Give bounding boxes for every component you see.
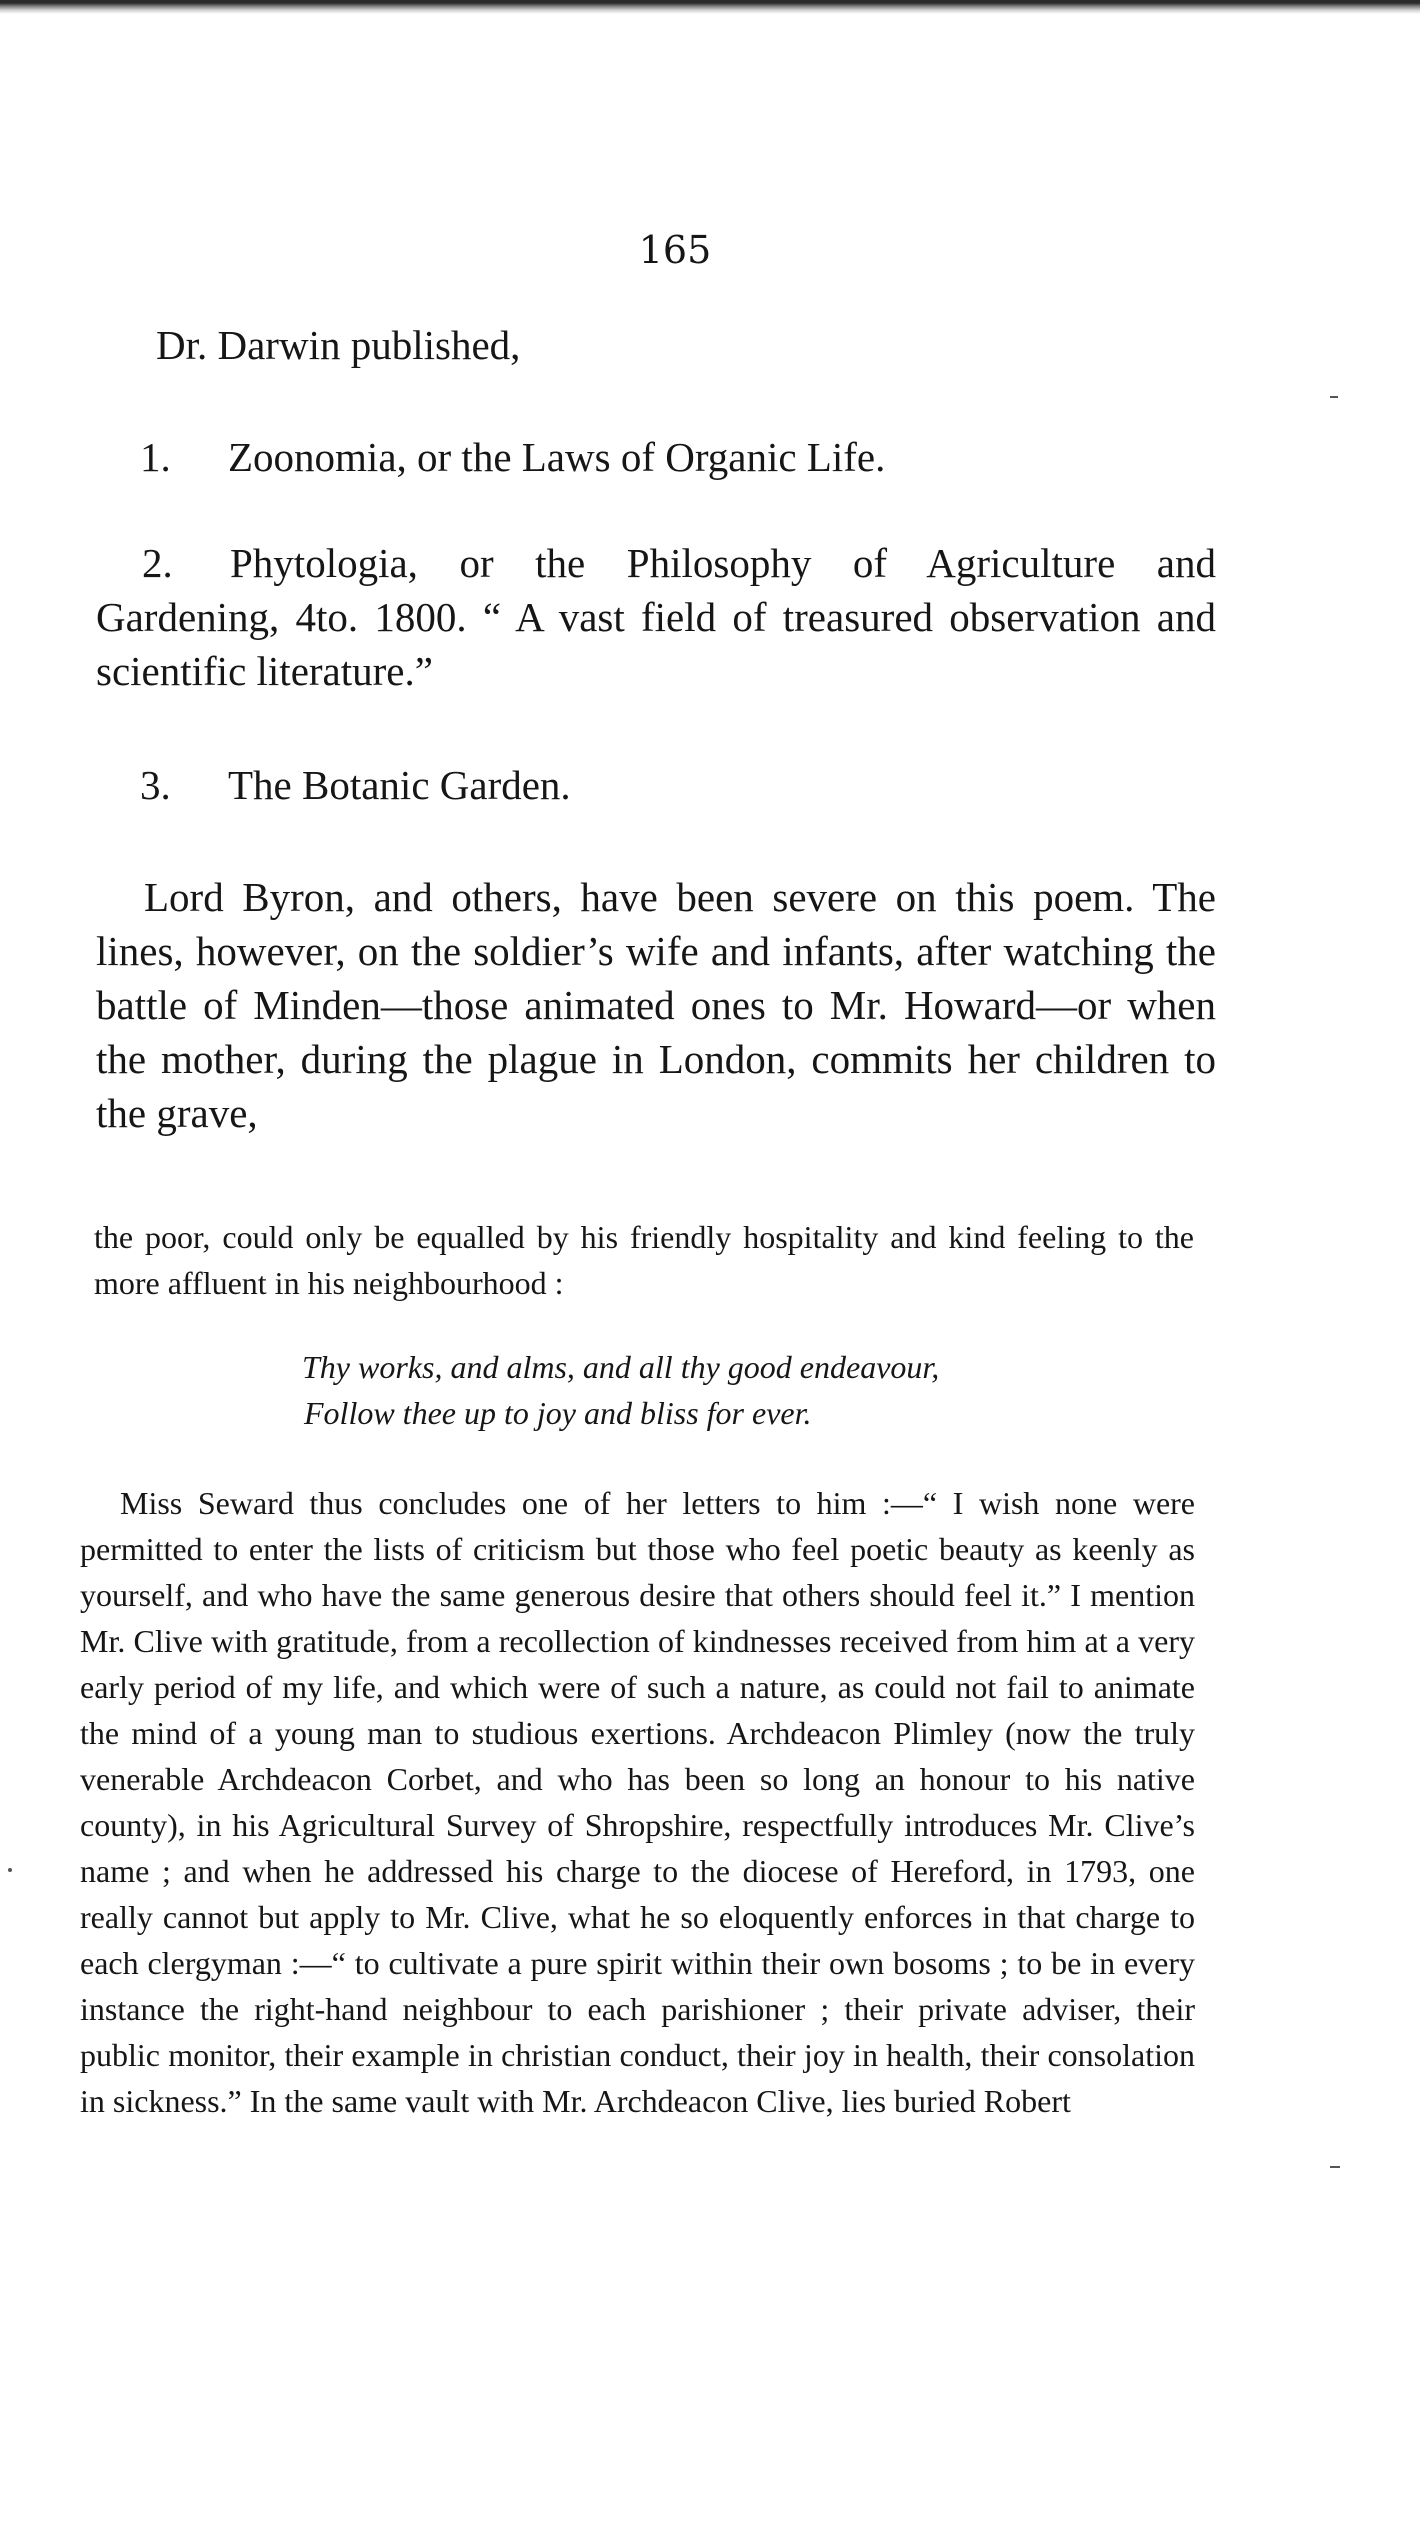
list-item-3 — [140, 758, 1260, 812]
lead-line: Dr. Darwin published, — [156, 322, 521, 368]
verse-line-2: Follow thee up to joy and bliss for ever. — [304, 1395, 812, 1431]
list-item-number: 1. — [140, 434, 171, 480]
scan-speck — [1330, 2166, 1340, 2168]
list-item-text: Zoonomia, or the Laws of Organic Life. — [228, 434, 886, 480]
list-item-1 — [140, 430, 1260, 484]
verse-quote — [302, 1344, 939, 1436]
verse-line-1: Thy works, and alms, and all thy good endeavour, — [302, 1349, 940, 1385]
seward-paragraph: Miss Seward thus concludes one of her letters to him :—“ I wish none were permitted to enter the lists of criticism but those who feel poetic beauty as keenly as yourself, and who have the same generous desire that others should feel it.” I mention Mr. Clive with gratitude, from a recollection of kindnesses received from him at a very early period of my life, and which were of such a nature, as could not fail to animate the mind of a young man to studious exertions. Archdeacon Plimley (now the truly venerable Archdeacon Corbet, and who has been so long an honour to his native county), in his Agricultural Survey of Shropshire, respectfully introduces Mr. Clive’s name ; and when he addressed his charge to the diocese of Hereford, in 1793, one really cannot but apply to Mr. Clive, what he so eloquently enforces in that charge to each clergyman :—“ to cultivate a pure spirit within their own bosoms ; to be in every instance the right-hand neighbour to each parishioner ; their private adviser, their public monitor, their example in christian conduct, their joy in health, their consolation in sickness.” In the same vault with Mr. Archdeacon Clive, lies buried Robert — [80, 1485, 1195, 2119]
scan-top-edge — [0, 0, 1420, 14]
list-item-number: 2. — [142, 540, 173, 586]
list-item-number: 3. — [140, 762, 171, 808]
poor-paragraph: the poor, could only be equalled by his friendly hospitality and kind feeling to the more affluent in his neighbourhood : — [94, 1219, 1194, 1301]
byron-paragraph: Lord Byron, and others, have been severe on this poem. The lines, however, on the soldier’s wife and infants, after watching the battle of Minden—those animated ones to Mr. Howard—or when the mother, during the plague in London, commits her children to the grave, — [96, 874, 1216, 1136]
seward-paragraph-block — [80, 1480, 1195, 2124]
list-item-2 — [96, 536, 1216, 698]
list-item-text: Phytologia, or the Philosophy of Agriculture and Gardening, 4to. 1800. “ A vast field of treasured observation and scientific literature.” — [96, 540, 1216, 694]
scan-speck — [1330, 396, 1338, 398]
list-item-text: The Botanic Garden. — [228, 762, 571, 808]
scan-speck — [8, 1868, 12, 1872]
page-number: 165 — [638, 228, 712, 272]
